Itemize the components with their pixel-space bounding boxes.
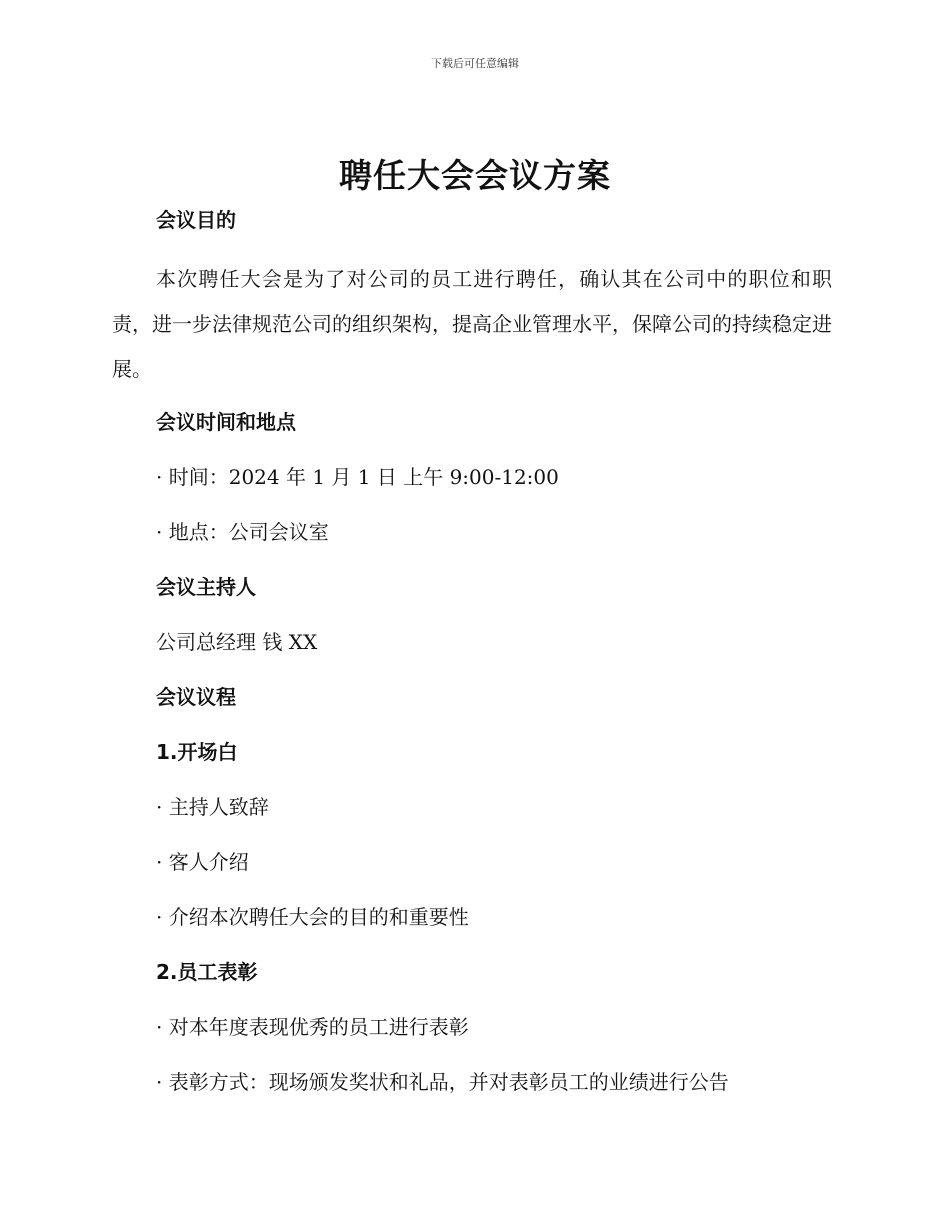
- document-title: 聘任大会会议方案: [339, 156, 611, 195]
- meeting-time: · 时间：2024 年 1 月 1 日 上午 9:00-12:00: [156, 465, 559, 489]
- list-item: · 介绍本次聘任大会的目的和重要性: [156, 905, 469, 929]
- page-header-note: 下载后可任意编辑: [431, 57, 519, 70]
- list-item: · 表彰方式：现场颁发奖状和礼品，并对表彰员工的业绩进行公告: [156, 1070, 729, 1094]
- section-heading-purpose: 会议目的: [156, 208, 236, 232]
- list-item: · 客人介绍: [156, 850, 249, 874]
- meeting-place: · 地点：公司会议室: [156, 520, 329, 544]
- agenda-item-opening-heading: 1.开场白: [156, 740, 238, 764]
- section-heading-time-place: 会议时间和地点: [156, 410, 296, 434]
- section-heading-host: 会议主持人: [156, 575, 256, 599]
- host-name: 公司总经理 钱 XX: [156, 630, 318, 654]
- document-body: [112, 202, 832, 1119]
- purpose-paragraph: 本次聘任大会是为了对公司的员工进行聘任，确认其在公司中的职位和职责，进一步法律规范公司的组织架构，提高企业管理水平，保障公司的持续稳定进展。: [112, 267, 832, 381]
- list-item: · 主持人致辞: [156, 795, 269, 819]
- agenda-item-awards-heading: 2.员工表彰: [156, 960, 258, 984]
- section-heading-agenda: 会议议程: [156, 685, 236, 709]
- list-item: · 对本年度表现优秀的员工进行表彰: [156, 1015, 469, 1039]
